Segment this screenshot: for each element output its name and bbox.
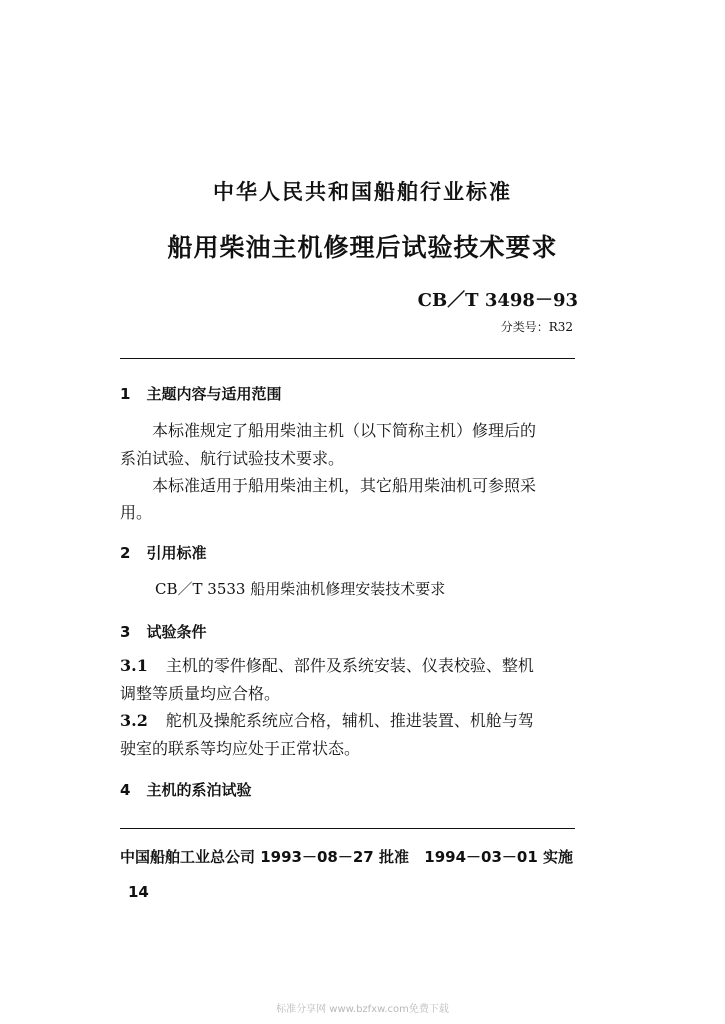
- paragraph-line: 调整等质量均应合格。: [120, 684, 281, 703]
- reference-standard: CB／T 3533 船用柴油机修理安装技术要求: [155, 580, 446, 598]
- section-number: 2: [120, 544, 131, 562]
- org-line: 中华人民共和国船舶行业标准: [213, 180, 512, 204]
- clause-text: 舵机及操舵系统应合格，辅机、推进装置、机舱与驾: [165, 711, 534, 730]
- paragraph-line: 本标准适用于船用柴油主机，其它船用柴油机可参照采: [152, 476, 537, 495]
- section-title: 引用标准: [146, 544, 207, 562]
- approval-info: 中国船舶工业总公司 1993－08－27 批准: [120, 848, 409, 866]
- implementation-date: 1994－03－01 实施: [424, 848, 573, 866]
- section-number: 1: [120, 385, 131, 403]
- section-3-heading: [120, 621, 206, 642]
- clause-3-1: [120, 658, 534, 674]
- paragraph-line: 本标准规定了船用柴油主机（以下简称主机）修理后的: [152, 421, 537, 440]
- section-1-heading: [120, 383, 281, 404]
- clause-number: 3.2: [120, 711, 148, 730]
- classification-code: 分类号：R32: [500, 320, 573, 334]
- watermark: 标准分享网 www.bzfxw.com免费下载: [276, 1004, 449, 1015]
- paragraph-line: 用。: [120, 503, 153, 522]
- section-number: 4: [120, 781, 131, 799]
- section-title: 主题内容与适用范围: [146, 385, 282, 403]
- footer-rule: [120, 828, 575, 829]
- document-title: 船用柴油主机修理后试验技术要求: [167, 233, 558, 262]
- clause-3-2: [120, 713, 534, 729]
- header-rule: [120, 358, 575, 359]
- clause-text: 主机的零件修配、部件及系统安装、仪表校验、整机: [165, 656, 534, 675]
- section-2-heading: [120, 542, 206, 563]
- section-number: 3: [120, 623, 131, 641]
- section-title: 主机的系泊试验: [146, 781, 252, 799]
- section-4-heading: [120, 779, 251, 800]
- standard-number: CB／T 3498－93: [417, 290, 578, 311]
- paragraph-line: 系泊试验、航行试验技术要求。: [120, 449, 345, 468]
- clause-number: 3.1: [120, 656, 148, 675]
- page-number: 14: [128, 883, 149, 901]
- paragraph-line: 驶室的联系等均应处于正常状态。: [120, 739, 361, 758]
- section-title: 试验条件: [146, 623, 207, 641]
